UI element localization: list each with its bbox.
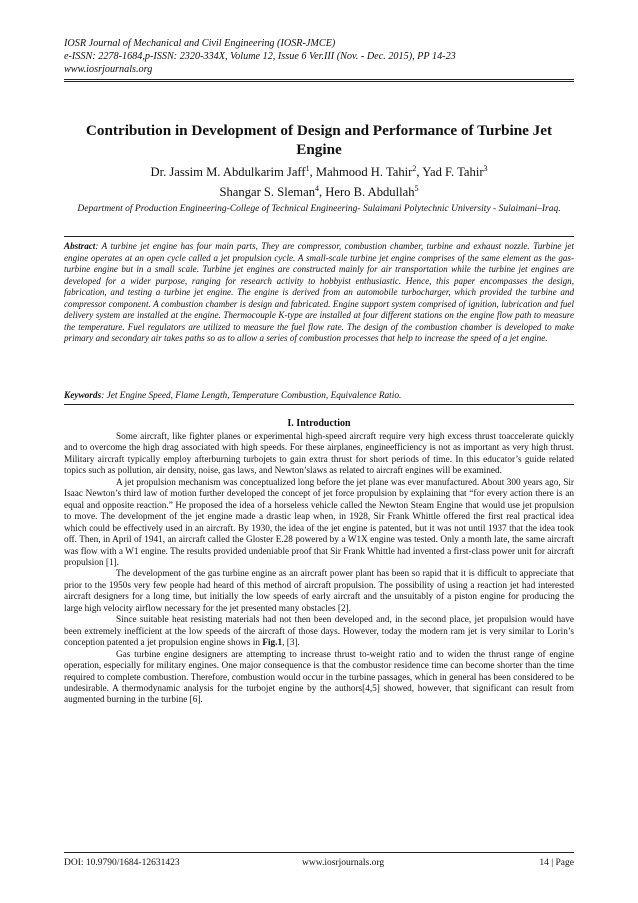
keywords-label: Keywords	[64, 391, 102, 401]
author-name: Shangar S. Sleman	[219, 184, 315, 199]
journal-website: www.iosrjournals.org	[64, 64, 153, 76]
author-name: , Mahmood H. Tahir	[309, 165, 413, 180]
author-name: , Hero B. Abdullah	[319, 184, 415, 199]
author-name: Dr. Jassim M. Abdulkarim Jaff	[150, 165, 306, 180]
body-paragraph: A jet propulsion mechanism was conceptualized long before the jet plane was ever manufactured. About 300 years ago, Sir Isaac Newton’s third law of motion further developed the concept of jet force propulsion by explaining that “for every action there is an equal and opposite reaction.” He proposed the idea of a horseless vehicle called the Newton Steam Engine that would use jet propulsion to move. The development of the jet engine made a drastic leap when, in 1928, Sir Frank Whittle offered the first real practical idea which could be effectively used in an aircraft. By 1930, the idea of the jet engine is patented, but it was not until 1937 that the idea took off. Then, in April of 1941, an aircraft called the Gloster E.28 powered by a W1X engine was tested. Only a month late, the same aircraft was flow with a W1 engine. The results provided undeniable proof that Sir Frank Whittle had invented a first-class power unit for aircraft propulsion [1].	[64, 477, 574, 568]
body-paragraph: The development of the gas turbine engine as an aircraft power plant has been so rapid that it is difficult to appreciate that prior to the 1950s very few people had heard of this method of aircraft propulsion. The possibility of using a reaction jet had interested aircraft designers for a long time, but initially the low speeds of early aircraft and the unsuitably of a piston engine for producing the large high velocity airflow necessary for the jet presented many obstacles [2].	[64, 569, 574, 614]
author-superscript: 5	[414, 183, 419, 193]
keywords-text: : Jet Engine Speed, Flame Length, Temperature Combustion, Equivalence Ratio.	[101, 391, 402, 401]
body-paragraph: Some aircraft, like fighter planes or experimental high-speed aircraft require very high excess thrust toaccelerate quickly and to overcome the high drag associated with high speeds. For these airplanes, engineefficiency is not as important as very high thrust. Military aircraft typically employ afterburning turbojets to gain extra thrust for short periods of time. In this educator’s guide related topics such as pollution, air density, noise, gas laws, and Newton’slaws as related to aircraft engines will be examined.	[64, 432, 574, 477]
body-paragraph: Gas turbine engine designers are attempting to increase thrust to-weight ratio and to widen the thrust range of engine operation, especially for military engines. One major consequence is that the combustor residence time can become shorter than the time required to complete combustion. Therefore, combustion would occur in the turbine passages, which in general has been considered to be undesirable. A thermodynamic analysis for the turbojet engine by the authors[4,5] showed, however, that significant can result from augmented burning in the turbine [6].	[64, 649, 574, 706]
journal-name: IOSR Journal of Mechanical and Civil Engineering (IOSR-JMCE)	[64, 38, 336, 49]
abstract	[64, 241, 574, 345]
footer-page-number: 14 | Page	[539, 858, 574, 868]
section-heading: I. Introduction	[287, 418, 351, 429]
author-affiliation: Department of Production Engineering-College of Technical Engineering- Sulaimani Polytechnic University - Sulaimani–Iraq.	[77, 204, 561, 214]
body-paragraph	[64, 615, 574, 649]
paragraph-text: Since suitable heat resisting materials had not then been developed and, in the second place, jet propulsion would have been extremely inefficient at the low speeds of the aircraft of those days. However, today the modern ram jet is very similar to Lorin’s conception patented a jet propulsion engine shows in	[64, 615, 574, 649]
footer-divider	[64, 852, 574, 853]
citation-reference: , [3].	[282, 638, 300, 649]
abstract-divider	[64, 236, 574, 237]
author-name: , Yad F. Tahir	[416, 165, 484, 180]
header-divider-secondary	[64, 81, 574, 82]
header-divider	[64, 79, 574, 80]
abstract-text: : A turbine jet engine has four main parts, They are compressor, combustion chamber, turbine and exhaust nozzle. Turbine jet engine operates at an open cycle called a jet propulsion cycle. A small-scale turbine jet engine comprises of the same element as the gas-turbine engine but in a small scale. Turbine jet engines are constructed mainly for air transportation while the turbine jet engines are developed for a wider purpose, ranging for research activity to hobbyist enthusiastic. Hence, this paper encompasses the design, fabrication, and testing a turbine jet engine. The engine is derived from an automobile turbocharger, which provided the turbine and compressor component. A combustion chamber is design and fabricated. Engine support system comprised of ignition, lubrication and fuel delivery system are installed at the engine. Thermocouple K-type are installed at four different stations on the engine flow path to measure the temperature. Fuel regulators are utilized to measure the fuel flow rate. The design of the combustion chamber is developed to make primary and secondary air takes paths so as to allow a series of combustion processes that help to increase the speed of a jet engine.	[64, 241, 574, 344]
footer-doi: DOI: 10.9790/1684-12631423	[64, 858, 180, 868]
keywords-divider	[64, 404, 574, 405]
paper-title: Contribution in Development of Design and Performance of Turbine Jet Engine	[85, 122, 553, 158]
journal-issn: e-ISSN: 2278-1684,p-ISSN: 2320-334X, Volume 12, Issue 6 Ver.III (Nov. - Dec. 2015), PP 14-23	[64, 51, 456, 63]
author-list	[64, 161, 574, 200]
author-superscript: 2	[412, 164, 417, 173]
introduction-body	[64, 432, 574, 707]
keywords	[64, 390, 574, 402]
author-superscript: 4	[315, 183, 319, 193]
footer-website: www.iosrjournals.org	[302, 858, 385, 868]
author-superscript: 3	[483, 164, 488, 173]
abstract-label: Abstract	[64, 241, 96, 251]
journal-header	[64, 37, 574, 77]
figure-reference: Fig.1	[262, 638, 283, 649]
author-superscript: 1	[305, 164, 310, 173]
